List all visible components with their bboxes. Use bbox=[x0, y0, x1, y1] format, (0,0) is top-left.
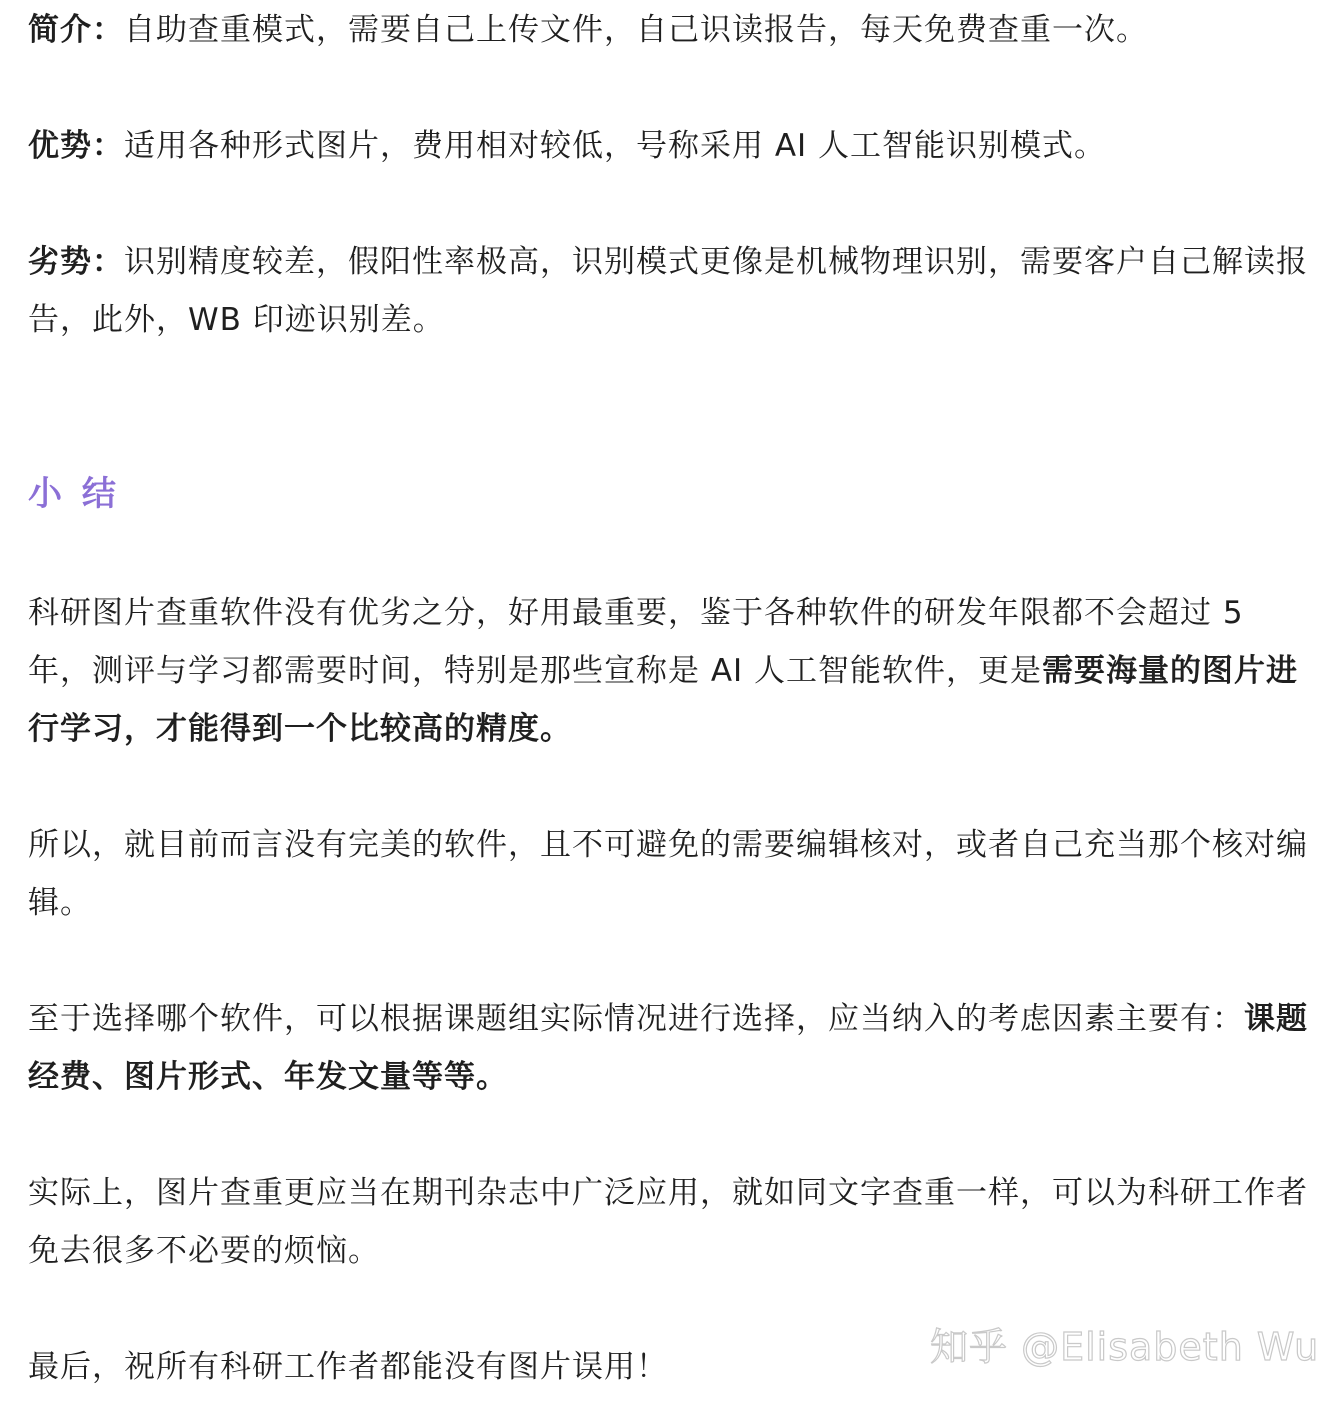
advantage-paragraph bbox=[28, 117, 1318, 175]
summary-p2-text: 所以，就目前而言没有完美的软件，且不可避免的需要编辑核对，或者自己充当那个核对编辑。 bbox=[28, 827, 1308, 921]
summary-heading: 小 结 bbox=[28, 474, 120, 514]
summary-p5-text: 最后，祝所有科研工作者都能没有图片误用！ bbox=[28, 1349, 668, 1385]
intro-text: 自助查重模式，需要自己上传文件，自己识读报告，每天免费查重一次。 bbox=[124, 12, 1148, 48]
summary-p1-text: 科研图片查重软件没有优劣之分，好用最重要，鉴于各种软件的研发年限都不会超过 5 年，测评与学习都需要时间，特别是那些宣称是 AI 人工智能软件，更是 bbox=[28, 595, 1244, 689]
advantage-text: 适用各种形式图片，费用相对较低，号称采用 AI 人工智能识别模式。 bbox=[124, 128, 1107, 164]
summary-paragraph-1 bbox=[28, 584, 1318, 758]
intro-label: 简介： bbox=[28, 12, 124, 48]
summary-p3-bold: 课题经费、图片形式、年发文量等等。 bbox=[28, 1001, 1308, 1095]
summary-p4-text: 实际上，图片查重更应当在期刊杂志中广泛应用，就如同文字查重一样，可以为科研工作者免去很多不必要的烦恼。 bbox=[28, 1175, 1308, 1269]
disadvantage-paragraph bbox=[28, 233, 1318, 349]
summary-p1-bold: 需要海量的图片进行学习，才能得到一个比较高的精度。 bbox=[28, 653, 1299, 747]
summary-paragraph-4 bbox=[28, 1164, 1318, 1280]
zhihu-watermark: 知乎 @Elisabeth Wu bbox=[930, 1325, 1320, 1369]
summary-paragraph-2 bbox=[28, 816, 1318, 932]
intro-paragraph bbox=[28, 1, 1318, 59]
summary-paragraph-3 bbox=[28, 990, 1318, 1106]
summary-p3-text: 至于选择哪个软件，可以根据课题组实际情况进行选择，应当纳入的考虑因素主要有： bbox=[28, 1001, 1244, 1037]
disadvantage-text: 识别精度较差，假阳性率极高，识别模式更像是机械物理识别，需要客户自己解读报告，此外，WB 印迹识别差。 bbox=[28, 244, 1308, 338]
advantage-label: 优势： bbox=[28, 128, 124, 164]
disadvantage-label: 劣势： bbox=[28, 244, 124, 280]
